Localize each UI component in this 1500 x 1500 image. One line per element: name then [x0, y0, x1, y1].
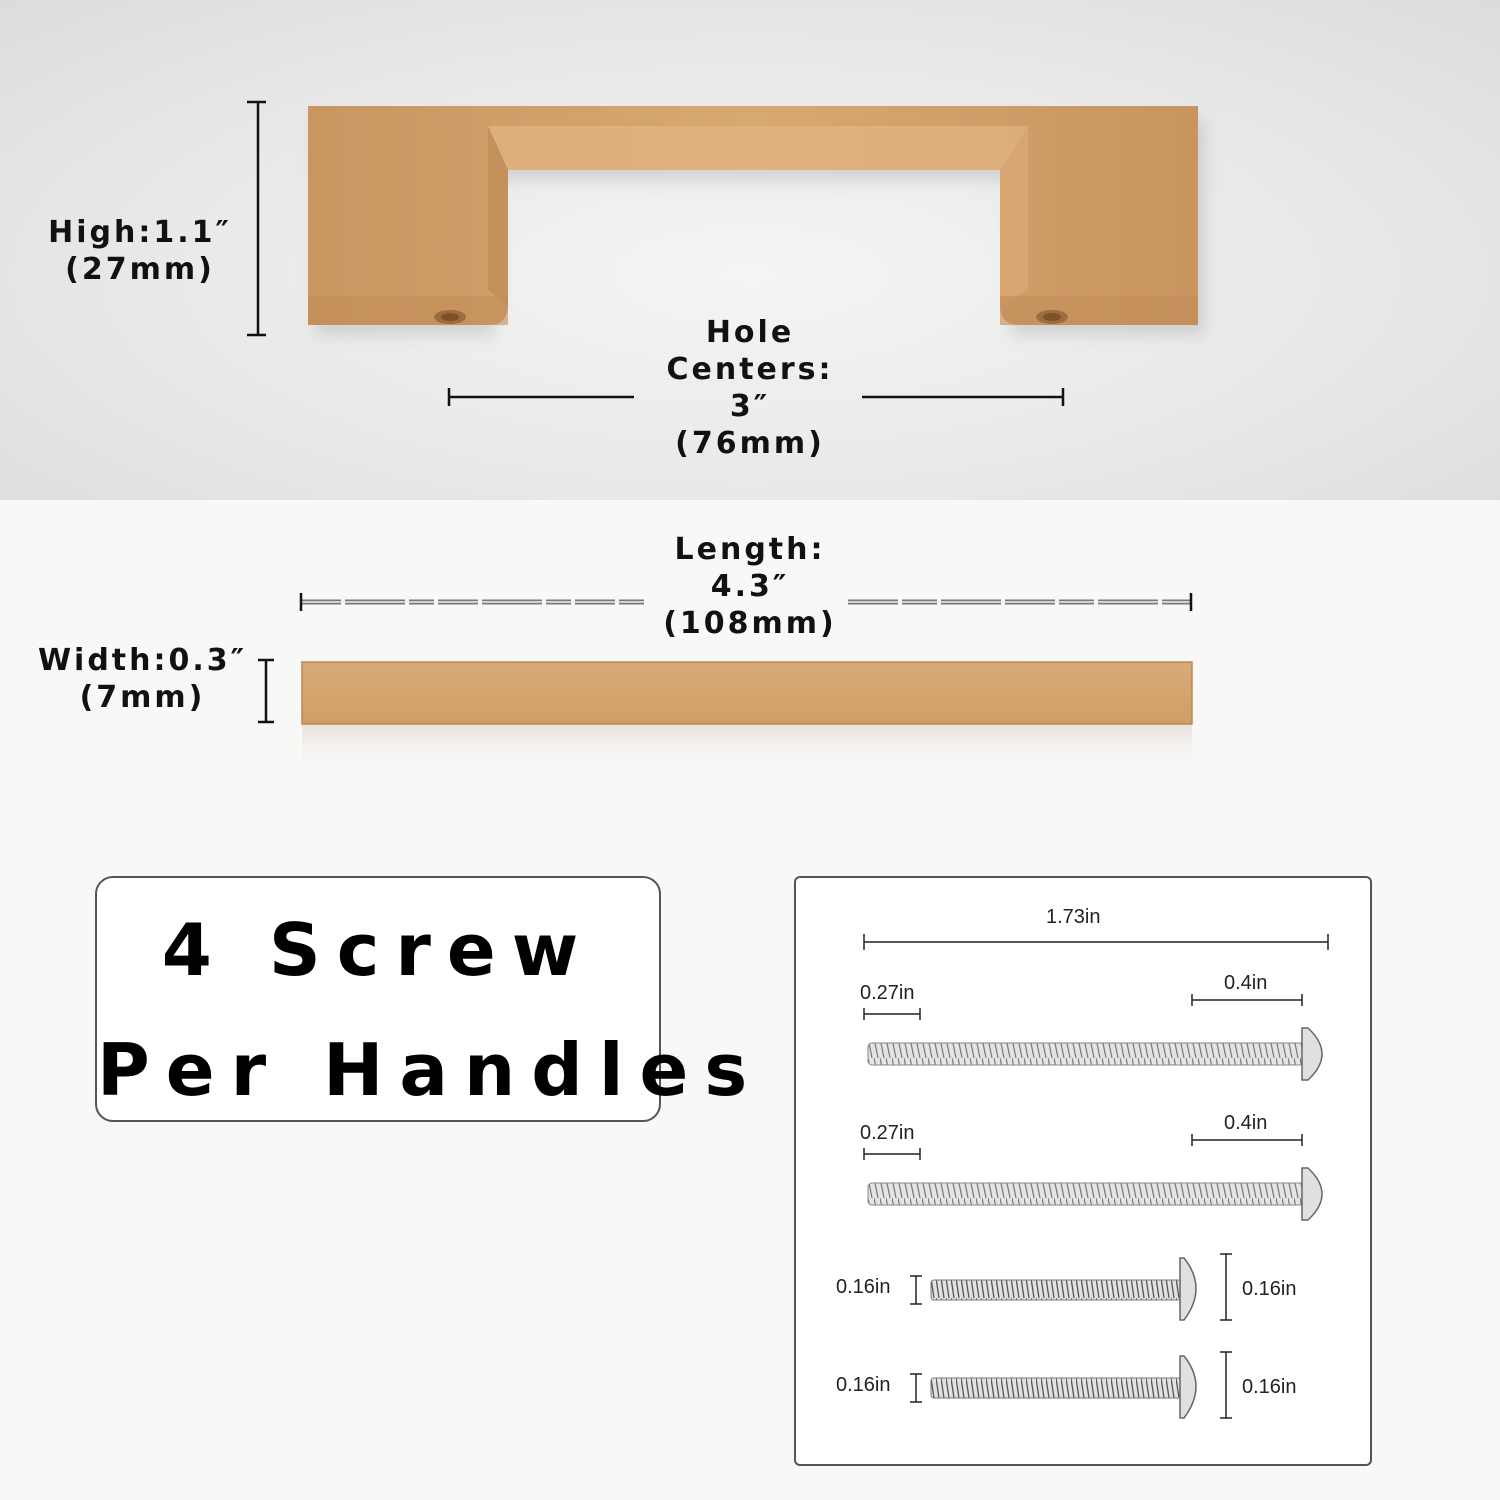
height-label-inches: High:1.1″ — [48, 215, 232, 250]
screw-head — [1180, 1258, 1196, 1320]
long-screw-1-head-label: 0.4in — [1224, 972, 1268, 994]
handle-side-bar — [302, 662, 1192, 724]
width-dimension-line — [258, 660, 274, 722]
screw-spec-box — [794, 876, 1372, 1466]
long-screw-2-tip-label: 0.27in — [860, 1122, 915, 1144]
short-screw-2-left-label: 0.16in — [836, 1374, 891, 1396]
short-screw-1-right-label: 0.16in — [1242, 1278, 1297, 1300]
length-label-inches: 4.3″ — [710, 569, 790, 604]
width-label-inches: Width:0.3″ — [37, 643, 248, 678]
length-label-mm: (108mm) — [663, 606, 837, 641]
short-screw-1-left-label: 0.16in — [836, 1276, 891, 1298]
height-dimension-line — [247, 102, 266, 335]
screw-count-box — [95, 876, 764, 1122]
width-label — [30, 642, 255, 716]
handle-foot-right — [1000, 296, 1198, 325]
height-label-mm: (27mm) — [65, 252, 215, 287]
handle-reflection — [302, 725, 1192, 775]
screw-count-line1: 4 Screw — [161, 908, 595, 992]
width-label-mm: (7mm) — [79, 680, 206, 715]
short-screw-1 — [910, 1254, 1232, 1320]
hole-centers-mm: (76mm) — [675, 426, 825, 461]
screw-head — [1302, 1028, 1322, 1080]
long-screw-2 — [864, 1134, 1322, 1220]
screw-count-line2: Per Handles — [97, 1028, 764, 1112]
length-label-title: Length: — [674, 532, 826, 567]
hole-centers-line1: Hole — [705, 315, 795, 350]
hole-centers-inches: 3″ — [729, 389, 771, 424]
height-label — [40, 214, 240, 288]
screw-head — [1180, 1356, 1196, 1418]
short-screw-2 — [910, 1352, 1232, 1418]
screw-head — [1302, 1168, 1322, 1220]
length-label — [650, 531, 850, 642]
overall-length-label: 1.73in — [1046, 906, 1101, 928]
short-screw-2-right-label: 0.16in — [1242, 1376, 1297, 1398]
long-screw-1-tip-label: 0.27in — [860, 982, 915, 1004]
hole-centers-line2: Centers: — [666, 352, 834, 387]
handle-foot-left — [308, 296, 508, 325]
long-screw-1 — [864, 994, 1322, 1080]
overall-length-line — [864, 934, 1328, 950]
long-screw-2-head-label: 0.4in — [1224, 1112, 1268, 1134]
hole-centers-label — [650, 314, 850, 462]
handle-bevel-top — [488, 126, 1028, 170]
